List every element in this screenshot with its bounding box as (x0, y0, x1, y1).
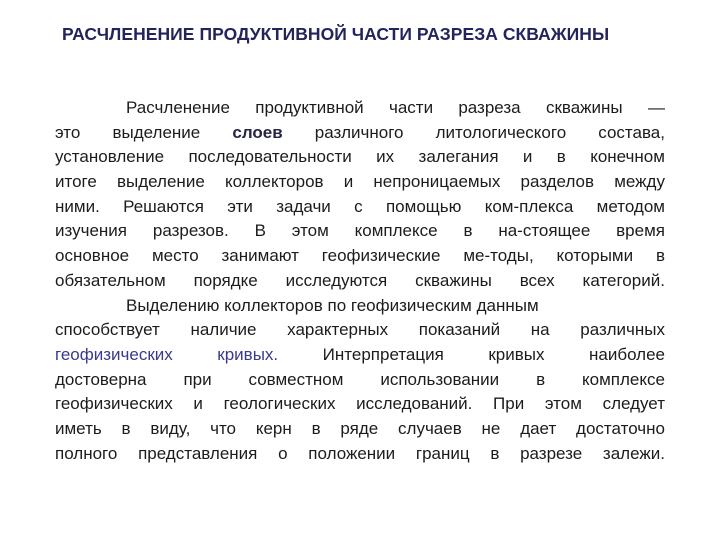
text-line (55, 219, 665, 244)
word: комплексе (582, 369, 665, 389)
word: методом (596, 196, 665, 216)
text-line (55, 294, 665, 319)
word: исследуются (285, 270, 388, 290)
word: геологических (223, 394, 336, 414)
word: случаев (398, 418, 462, 438)
word: и (343, 172, 354, 192)
word: геофизическим (350, 295, 472, 315)
word: выделение (117, 172, 205, 192)
word: достоверна (55, 369, 147, 389)
word: о (278, 443, 288, 463)
word: показаний (418, 320, 501, 340)
word: положении (308, 443, 396, 463)
word: помощью (385, 196, 462, 216)
word: разрезе (520, 443, 583, 463)
word: этом (291, 221, 329, 241)
word: место (151, 246, 199, 266)
word: — (647, 98, 665, 117)
word: разделов (520, 172, 595, 192)
word: скважины (415, 270, 492, 290)
word: между (614, 172, 665, 192)
text-line (55, 244, 665, 269)
highlighted-word: кривых. (217, 344, 279, 364)
word: коллекторов (224, 172, 324, 192)
word: на (530, 320, 550, 340)
text-line (55, 417, 665, 442)
word: в (311, 418, 321, 438)
word: это (55, 122, 81, 142)
word: что (210, 418, 237, 438)
word: ними. (55, 196, 100, 216)
word: в (536, 369, 546, 389)
word: с (354, 196, 363, 216)
word: коллекторов (224, 295, 323, 315)
word: геофизические (321, 246, 441, 266)
word: изучения (55, 221, 128, 241)
word: которыми (556, 246, 634, 266)
text-line (55, 269, 665, 294)
word: и (193, 394, 203, 414)
text-line (55, 195, 665, 220)
word: на-стоящее (498, 221, 591, 241)
word: Интерпретация (322, 344, 444, 364)
word: по (327, 295, 347, 315)
word: следует (602, 394, 665, 414)
word: задачи (276, 196, 331, 216)
word: этом (544, 394, 582, 414)
word: ряде (340, 418, 379, 438)
word: категорий. (582, 270, 665, 290)
word: не (481, 418, 501, 438)
word: установление (55, 147, 165, 167)
word: комплексе (354, 221, 438, 241)
word: в (556, 147, 566, 167)
word: в (463, 221, 473, 241)
word: всех (519, 270, 555, 290)
word: выделение (112, 122, 201, 142)
word: границ (415, 443, 470, 463)
word: наличие (190, 320, 257, 340)
word: залежи. (602, 443, 665, 463)
word: данным (476, 295, 539, 315)
text-line (55, 343, 665, 368)
word: совместном (248, 369, 344, 389)
word: Решаются (123, 196, 204, 216)
word: ком-плекса (484, 196, 574, 216)
word: эти (227, 196, 253, 216)
word: использовании (380, 369, 500, 389)
word: порядке (193, 270, 258, 290)
text-line (55, 442, 665, 467)
word: и (522, 147, 533, 167)
word: непроницаемых (373, 172, 501, 192)
word: способствует (55, 320, 160, 340)
word: обязательном (55, 270, 166, 290)
word: время (616, 221, 665, 241)
word: разреза (458, 98, 521, 117)
word: иметь (55, 418, 102, 438)
word: при (183, 369, 212, 389)
highlighted-word: геофизических (55, 344, 173, 364)
word: продуктивной (255, 98, 364, 117)
word: исследований. (356, 394, 473, 414)
word: геофизических (55, 394, 173, 414)
word: Выделению (126, 295, 220, 315)
text-line (55, 392, 665, 417)
word: конечном (590, 147, 665, 167)
word: итоге (55, 172, 97, 192)
word: основное (55, 246, 130, 266)
word: виду, (150, 418, 191, 438)
emphasized-word: слоев (232, 122, 283, 142)
word: залегания (418, 147, 499, 167)
word: литологического (435, 122, 567, 142)
word: последовательности (188, 147, 352, 167)
word: Расчленение (126, 98, 230, 117)
text-line (55, 121, 665, 146)
word: достаточно (576, 418, 665, 438)
body-text (55, 96, 665, 466)
word: кривых (488, 344, 545, 364)
word: ме-тоды, (463, 246, 534, 266)
word: скважины (545, 98, 623, 117)
word: В (254, 221, 266, 241)
word: различного (314, 122, 404, 142)
word: При (493, 394, 525, 414)
word: различных (580, 320, 665, 340)
word: состава, (598, 122, 665, 142)
text-line (55, 368, 665, 393)
word: в (655, 246, 665, 266)
word: их (376, 147, 395, 167)
word: в (121, 418, 131, 438)
text-line (55, 170, 665, 195)
text-line (55, 318, 665, 343)
word: в (490, 443, 500, 463)
word: полного (55, 443, 118, 463)
word: керн (255, 418, 292, 438)
page-title: РАСЧЛЕНЕНИЕ ПРОДУКТИВНОЙ ЧАСТИ РАЗРЕЗА СКВАЖИНЫ (62, 24, 610, 44)
word: дает (520, 418, 557, 438)
word: занимают (221, 246, 299, 266)
word: характерных (287, 320, 389, 340)
word: представления (138, 443, 258, 463)
text-line (55, 96, 665, 121)
text-line (55, 145, 665, 170)
word: части (388, 98, 434, 117)
word: наиболее (589, 344, 665, 364)
word: разрезов. (152, 221, 229, 241)
